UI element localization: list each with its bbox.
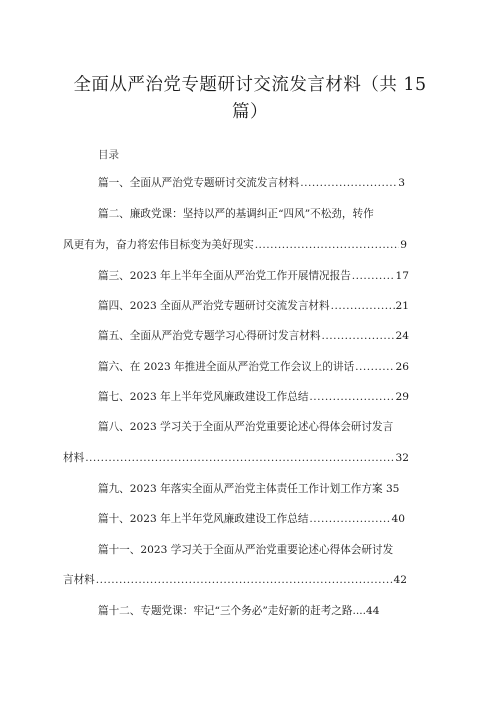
toc-leader-dots — [321, 330, 394, 343]
toc-entry-2-line2[interactable] — [63, 239, 407, 252]
document-title-line2: 篇） — [232, 102, 268, 122]
toc-entry-label: 篇十、2023 年上半年党风廉政建设工作总结 — [98, 513, 309, 525]
toc-entry-10[interactable] — [98, 513, 405, 526]
toc-entry-label: 篇五、全面从严治党专题学习心得研讨发言材料 — [98, 330, 321, 342]
toc-leader-dots — [300, 177, 397, 190]
toc-entry-label: 篇三、2023 年上半年全面从严治党工作开展情况报告 — [98, 270, 351, 282]
toc-entry-label: 篇六、在 2023 年推进全面从严治党工作会议上的讲话 — [98, 361, 355, 373]
toc-entry-label: 篇四、2023 全面从严治党专题研讨交流发言材料 — [98, 300, 330, 312]
toc-entry-label: 言材料 — [63, 574, 95, 586]
toc-entry-4[interactable] — [98, 300, 409, 313]
toc-page-number: 3 — [398, 177, 405, 189]
toc-page-number: 26 — [395, 361, 409, 373]
toc-leader-dots — [309, 391, 394, 404]
toc-page-number: 44 — [365, 605, 380, 617]
toc-entry-label: 风更有为，奋力将宏伟目标变为美好现实 — [63, 239, 254, 251]
toc-entry-label: 篇二、廉政党课：坚持以严的基调纠正“四风”不松劲，转作 — [98, 208, 374, 220]
toc-entry-2-line1[interactable] — [98, 208, 374, 221]
toc-leader-dots — [355, 361, 394, 374]
toc-page-number: 9 — [400, 239, 407, 251]
toc-entry-6[interactable] — [98, 361, 409, 374]
toc-leader-dots — [255, 239, 400, 252]
toc-leader-dots — [352, 270, 395, 283]
toc-entry-11-line1[interactable] — [98, 544, 393, 557]
toc-entry-9[interactable] — [98, 483, 399, 496]
toc-entry-label: 篇十二、专题党课：牢记“三个务必”走好新的赶考之路 — [98, 605, 353, 617]
toc-entry-1[interactable] — [98, 177, 405, 190]
toc-page-number: 17 — [395, 270, 409, 282]
toc-entry-12[interactable] — [98, 605, 379, 618]
toc-entry-7[interactable] — [98, 391, 409, 404]
toc-entry-label: 篇七、2023 年上半年党风廉政建设工作总结 — [98, 391, 309, 403]
toc-page-number: 24 — [395, 330, 409, 342]
toc-heading: 目录 — [98, 149, 119, 161]
toc-page-number: 29 — [395, 391, 409, 403]
toc-page-number: 21 — [395, 300, 409, 312]
toc-entry-8-line2[interactable] — [63, 452, 409, 465]
toc-entry-5[interactable] — [98, 330, 409, 343]
toc-entry-label: 篇八、2023 学习关于全面从严治党重要论述心得体会研讨发言 — [98, 421, 394, 433]
toc-entry-label: 材料 — [63, 452, 85, 464]
toc-page-number: 40 — [391, 513, 405, 525]
document-title — [40, 72, 460, 126]
toc-entry-3[interactable] — [98, 270, 409, 283]
toc-leader-dots — [96, 574, 393, 587]
toc-page-number: 32 — [395, 452, 409, 464]
toc-leader-dots — [331, 300, 395, 313]
toc-leader-dots: .... — [352, 605, 366, 617]
toc-entry-8-line1[interactable] — [98, 421, 393, 434]
document-title-line1: 全面从严治党专题研讨交流发言材料（共 15 — [73, 75, 427, 95]
toc-entry-label: 篇十一、2023 学习关于全面从严治党重要论述心得体会研讨发 — [98, 544, 394, 556]
toc-leader-dots — [85, 452, 394, 465]
toc-entry-label: 篇一、全面从严治党专题研讨交流发言材料 — [98, 177, 300, 189]
toc-entry-label: 篇九、2023 年落实全面从严治党主体责任工作计划工作方案 35 — [98, 483, 400, 495]
toc-page-number: 42 — [393, 574, 407, 586]
toc-leader-dots — [309, 513, 390, 526]
toc-entry-11-line2[interactable] — [63, 574, 407, 587]
